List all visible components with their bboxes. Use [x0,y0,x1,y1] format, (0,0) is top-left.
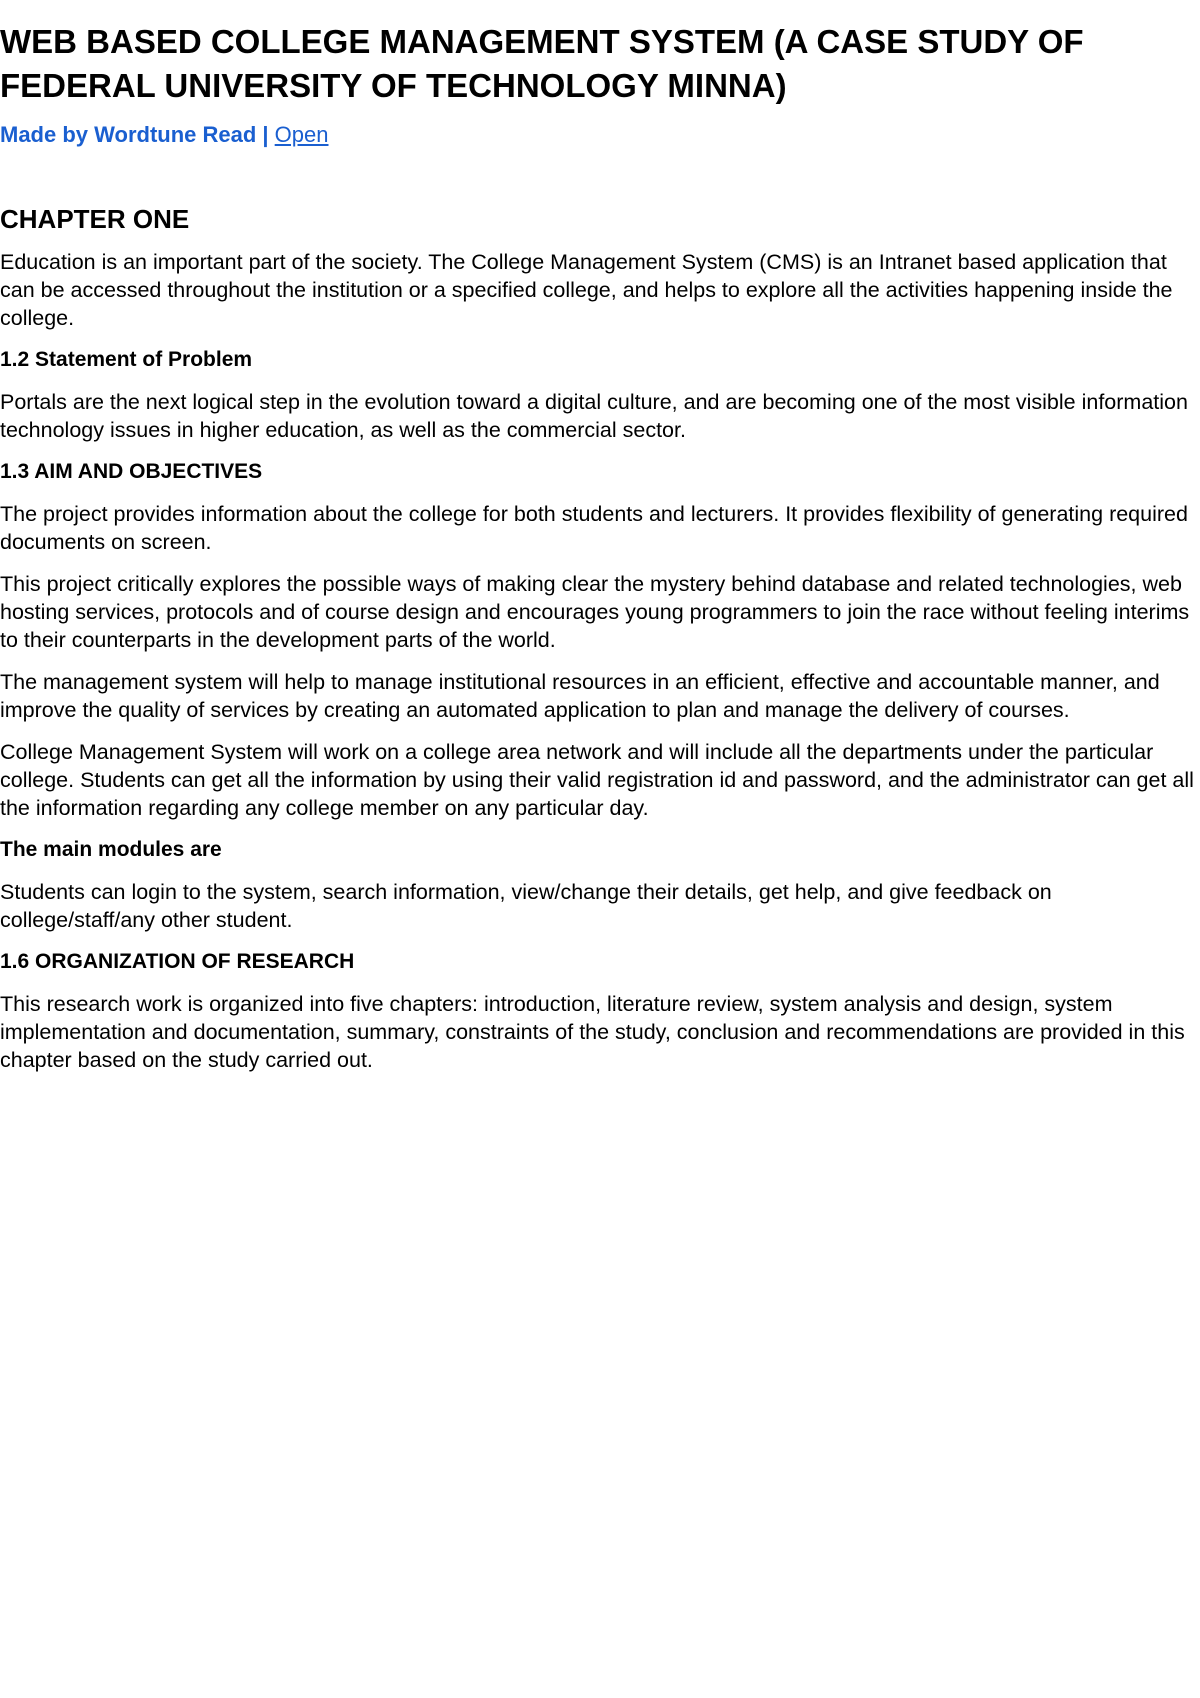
section-heading-organization-of-research: 1.6 ORGANIZATION OF RESEARCH [0,950,355,973]
paragraph: College Management System will work on a college area network and will include all the departments under the particular college. Students can get all the information by using their valid registration id and password, and the administrator can get all the information regarding any college member on any particular day. [0,740,1194,820]
section-heading-main-modules: The main modules are [0,838,222,861]
section-heading-aim-and-objectives: 1.3 AIM AND OBJECTIVES [0,460,263,483]
paragraph: This project critically explores the possible ways of making clear the mystery behind database and related technologies, web hosting services, protocols and of course design and encourages young programmers to join the race without feeling interims to their counterparts in the development parts of the world. [0,572,1190,652]
document-title: WEB BASED COLLEGE MANAGEMENT SYSTEM (A CASE STUDY OF FEDERAL UNIVERSITY OF TECHNOLOGY MINNA) [0,23,1084,104]
made-by-line [0,120,1200,150]
paragraph: The management system will help to manage institutional resources in an efficient, effective and accountable manner, and improve the quality of services by creating an automated application to plan and manage the delivery of courses. [0,670,1160,722]
chapter-heading: CHAPTER ONE [0,204,190,234]
paragraph: Students can login to the system, search information, view/change their details, get help, and give feedback on college/staff/any other student. [0,880,1052,932]
intro-paragraph: Education is an important part of the society. The College Management System (CMS) is an Intranet based application that can be accessed throughout the institution or a specified college, and helps to explore all the activities happening inside the college. [0,250,1173,330]
paragraph: Portals are the next logical step in the evolution toward a digital culture, and are becoming one of the most visible information technology issues in higher education, as well as the commercial sector. [0,390,1188,442]
paragraph: This research work is organized into five chapters: introduction, literature review, system analysis and design, system implementation and documentation, summary, constraints of the study, conclusion and recommendations are provided in this chapter based on the study carried out. [0,992,1185,1072]
open-link[interactable]: Open [274,122,329,147]
section-heading-statement-of-problem: 1.2 Statement of Problem [0,348,253,371]
paragraph: The project provides information about the college for both students and lecturers. It provides flexibility of generating required documents on screen. [0,502,1188,554]
made-by-label: Made by Wordtune Read | [0,122,275,147]
